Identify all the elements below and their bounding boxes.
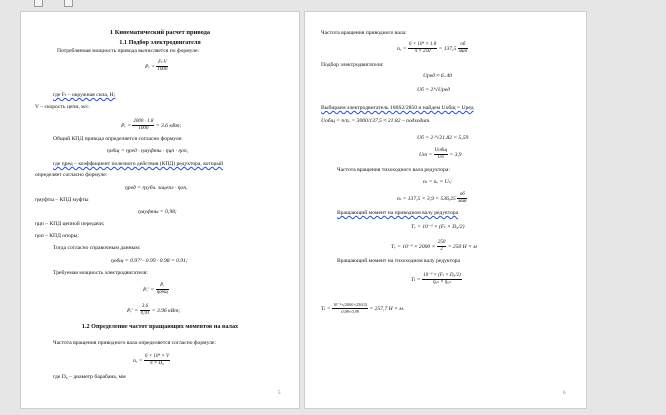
equation-ut: Uт = $\frac{\text{Uобщ}}{Uб}$ = 3,9 [419,148,462,160]
definition-reducer-efficiency: где ηред – коэффициент полезного действия (КПД) редуктора, который [53,161,224,167]
paragraph: Тогда согласно справочным данным: [53,245,141,251]
paragraph: Общий КПД привода определяется согласно формуле: [53,136,183,142]
equation-power-calc: Pᵣ = $\frac{2000 \cdot 1.8}{1000}$ = 3.6 кВт; [121,119,182,131]
subsection-title: 1.1 Подбор электродвигателя [119,39,201,46]
paragraph: Подбор электродвигателя: [321,62,384,68]
definition-bearing-efficiency: ηоп – КПД опоры; [35,233,79,239]
paragraph: Вращающий момент на тихоходном валу редуктора [337,258,461,264]
paragraph: Требуемая мощность электродвигателя: [53,270,148,276]
toolbar-icon[interactable] [34,0,43,7]
definition-chain-efficiency: ηцп – КПД цепной передачи; [35,221,105,227]
subsection-title: 1.2 Определение частот вращающих моментов на валах [81,323,239,330]
equation-drive-speed: nᵥ = $\frac{\text{6 × 10⁴ × 1.8}}{\pi \times 250}$ = 137,5 $\frac{об}{\text{мин}}$ [397,42,467,54]
equation-tv-calc: Tᵥ = 10⁻³ × 2000 × $\frac{250}{2}$ = 250 Н × м [391,240,477,252]
equation-required-power-calc: Pᵣ′ = $\frac{3.6}{0,91}$ = 3.96 кВт; [127,304,181,316]
definition-coupling-efficiency: ηмуфты – КПД муфты [35,197,89,203]
definition-diameter: где D₀ – диаметр барабана, мм [53,374,126,380]
equation-total-ratio: Uобщ = n/nᵥ = 3000/137,5 ≈ 21.82 – подходит. [321,118,431,124]
equation-speed: nᵥ = $\frac{\text{6 × 10⁴ × V}}{\text{π × D₀}}$ [133,354,169,366]
definition-force: где Fₜ – окружная сила, Н; [53,92,116,98]
paragraph: Частота вращения приводного вала: [321,30,407,36]
paragraph: Частота вращения приводного вала определяется согласно формуле: [53,340,216,346]
equation-efficiency: ηобщ = ηред · ηмуфты · ηцп · ηоп, [107,148,189,154]
equation-tt-calc: Tₜ = $\frac{\text{10⁻³×(2000×250/2)}}{0,98\times 0,99}$ = 257,7 Н × м. [321,302,405,314]
paragraph: Частота вращения тихоходного вала редуктора: [337,167,450,173]
equation-tt: Tₜ = $\frac{\text{10⁻³ × (Fₜ × D₀/2)}}{\text{ηₒₙ × ηᵤₙ}}$ [411,273,461,285]
paragraph: Потребляемая мощность привода вычисляется по формуле: [57,48,200,54]
equation-ub-calc: Uб = 2·³√21.82 = 5,59 [417,135,469,141]
equation-nt: nₜ = nᵥ × Uₜ; [423,179,452,185]
equation-required-power: Pᵣ′ = $\frac{\text{Pᵣ}}{\text{ηобщ}}$ [143,283,168,295]
equation-nt-calc: nₜ = 137,5 × 3,9 = 536,25 $\frac{об}{\text{мин}}$ [397,192,467,204]
equation-reducer-efficiency: ηред = ηзубч. зацепл · ηоп, [125,185,188,191]
ribbon-edge [0,0,666,9]
equation-ured: Uред ≈ 6..40 [423,73,453,79]
equation-tv: Tᵥ = 10⁻³ × (Fₜ × D₀/2) [411,224,465,230]
equation-efficiency-value: ηобщ = 0.97² · 0.99 · 0.98 = 0.91; [111,258,188,264]
document-page-5 [21,12,299,408]
paragraph: Вращающий момент на приводном валу редуктора [337,210,459,216]
page-number: 5 [278,391,281,396]
toolbar-icon[interactable] [64,0,73,7]
page-number: 6 [563,391,566,396]
paragraph: Выбираем электродвигатель 100S2/2850 и найдем Uобщ = Uред [321,105,474,111]
document-page-6 [305,12,586,408]
section-title: 1 Кинематический расчет привода [109,29,211,36]
paragraph: определяет согласно формуле: [35,172,108,178]
equation-coupling-efficiency: ηмуфты = 0,98; [138,209,177,215]
equation-ub: Uб = 2³√Uред [417,87,450,93]
equation-power: Pᵣ = $\frac{\text{Fₜ·V}}{1000}$ [145,60,168,72]
definition-velocity: V – скорость цепи, м/с. [35,104,91,110]
